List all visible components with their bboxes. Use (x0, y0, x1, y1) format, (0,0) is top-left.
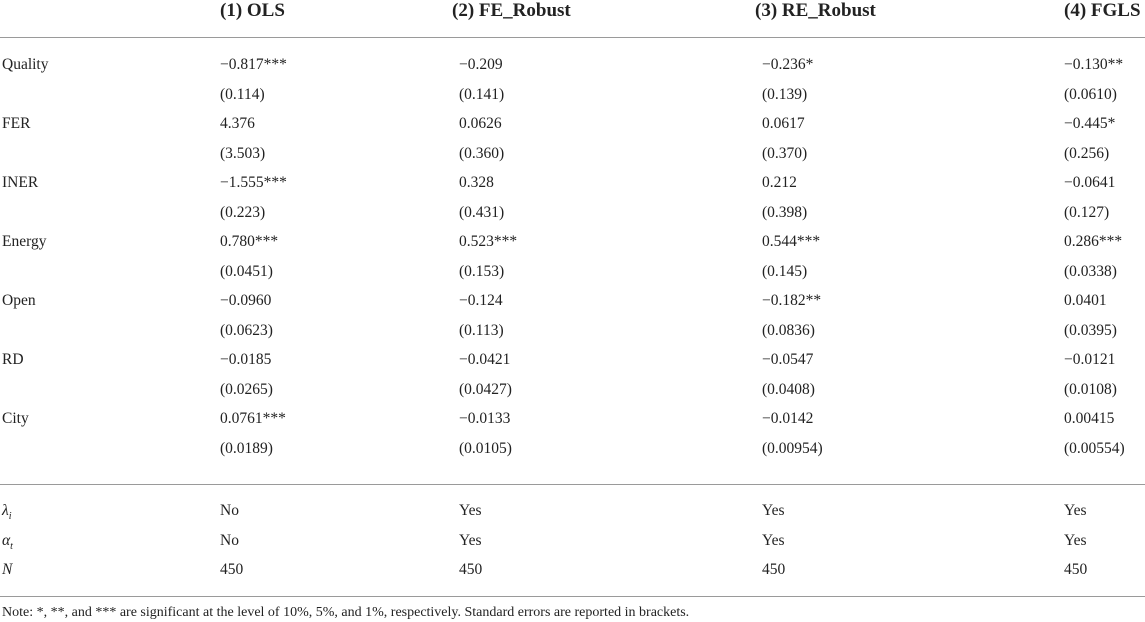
column-header-ols: (1) OLS (220, 0, 285, 21)
table-cell: 0.00415 (1064, 410, 1115, 427)
table-cell: −0.0185 (220, 351, 272, 368)
table-cell: Yes (762, 532, 785, 549)
table-cell: −0.0547 (762, 351, 814, 368)
table-cell: −1.555*** (220, 174, 287, 191)
table-cell: (0.139) (762, 86, 808, 103)
table-cell: (0.0623) (220, 322, 273, 339)
table-cell: (0.141) (459, 86, 505, 103)
table-cell: Yes (1064, 532, 1087, 549)
table-cell: (0.398) (762, 204, 808, 221)
row-label: FER (2, 115, 31, 132)
table-cell: (0.0105) (459, 440, 512, 457)
table-cell: (0.370) (762, 145, 808, 162)
table-cell: (0.00954) (762, 440, 823, 457)
table-cell: 0.328 (459, 174, 494, 191)
table-cell: (0.113) (459, 322, 504, 339)
table-row (0, 526, 1145, 556)
table-cell: 450 (220, 561, 244, 578)
row-label: RD (2, 351, 24, 368)
table-cell: 4.376 (220, 115, 255, 132)
table-cell: (0.0265) (220, 381, 273, 398)
table-cell: No (220, 532, 239, 549)
table-cell: (0.431) (459, 204, 505, 221)
row-label: N (2, 561, 13, 578)
table-cell: No (220, 502, 239, 519)
row-label: Open (2, 292, 36, 309)
table-cell: Yes (459, 502, 482, 519)
table-row (0, 109, 1145, 139)
row-label: Energy (2, 233, 47, 250)
table-cell: −0.236* (762, 56, 814, 73)
table-cell: Yes (762, 502, 785, 519)
table-cell: 0.212 (762, 174, 797, 191)
table-cell: 0.544*** (762, 233, 821, 250)
table-row (0, 434, 1145, 464)
table-cell: (0.256) (1064, 145, 1110, 162)
table-cell: 0.523*** (459, 233, 518, 250)
table-cell: (0.145) (762, 263, 808, 280)
table-cell: −0.124 (459, 292, 503, 309)
table-cell: −0.0133 (459, 410, 511, 427)
row-label: City (2, 410, 29, 427)
table-cell: −0.0142 (762, 410, 814, 427)
table-cell: −0.0121 (1064, 351, 1116, 368)
table-cell: Yes (459, 532, 482, 549)
table-cell: (0.223) (220, 204, 266, 221)
table-row (0, 257, 1145, 287)
note-rule (0, 596, 1145, 597)
lambda-symbol: λ (2, 502, 9, 519)
table-cell: −0.209 (459, 56, 503, 73)
table-cell: (0.00554) (1064, 440, 1125, 457)
alpha-symbol: α (2, 532, 11, 549)
table-cell: 0.780*** (220, 233, 279, 250)
table-cell: −0.0641 (1064, 174, 1116, 191)
table-header (0, 0, 1145, 22)
table-cell: Yes (1064, 502, 1087, 519)
table-row (0, 50, 1145, 80)
effects-rule (0, 484, 1145, 485)
table-cell: (0.360) (459, 145, 505, 162)
table-cell: −0.0960 (220, 292, 272, 309)
table-cell: (0.0408) (762, 381, 815, 398)
row-label: Quality (2, 56, 49, 73)
table-row (0, 227, 1145, 257)
table-cell: (0.0108) (1064, 381, 1117, 398)
row-label: INER (2, 174, 39, 191)
column-header-fgls: (4) FGLS (1064, 0, 1141, 21)
table-cell: 450 (762, 561, 786, 578)
table-row (0, 375, 1145, 405)
table-cell: 0.0401 (1064, 292, 1107, 309)
table-row (0, 286, 1145, 316)
table-row (0, 555, 1145, 585)
table-cell: (3.503) (220, 145, 266, 162)
subscript: i (8, 511, 12, 523)
table-cell: (0.153) (459, 263, 505, 280)
table-cell: 0.286*** (1064, 233, 1123, 250)
table-row (0, 496, 1145, 526)
table-note: Note: *, **, and *** are significant at the level of 10%, 5%, and 1%, respectively. Standard errors are reported in brackets. (2, 605, 690, 620)
table-cell: 0.0626 (459, 115, 502, 132)
table-row (0, 345, 1145, 375)
table-cell: (0.127) (1064, 204, 1110, 221)
table-cell: (0.0451) (220, 263, 273, 280)
table-row (0, 168, 1145, 198)
header-rule (0, 37, 1145, 38)
table-cell: 0.0761*** (220, 410, 286, 427)
table-cell: (0.0338) (1064, 263, 1117, 280)
subscript: t (10, 541, 13, 553)
table-cell: (0.0189) (220, 440, 273, 457)
table-cell: (0.114) (220, 86, 265, 103)
table-row (0, 404, 1145, 434)
column-header-re-robust: (3) RE_Robust (755, 0, 876, 21)
table-cell: (0.0836) (762, 322, 815, 339)
table-cell: 450 (459, 561, 483, 578)
table-cell: 0.0617 (762, 115, 805, 132)
table-cell: −0.817*** (220, 56, 287, 73)
table-row (0, 198, 1145, 228)
column-header-fe-robust: (2) FE_Robust (452, 0, 571, 21)
table-row (0, 80, 1145, 110)
table-cell: 450 (1064, 561, 1088, 578)
table-cell: −0.0421 (459, 351, 511, 368)
table-row (0, 139, 1145, 169)
table-cell: −0.130** (1064, 56, 1124, 73)
table-cell: (0.0427) (459, 381, 512, 398)
table-cell: −0.445* (1064, 115, 1116, 132)
table-row (0, 316, 1145, 346)
table-cell: (0.0395) (1064, 322, 1117, 339)
table-cell: −0.182** (762, 292, 822, 309)
table-cell: (0.0610) (1064, 86, 1117, 103)
